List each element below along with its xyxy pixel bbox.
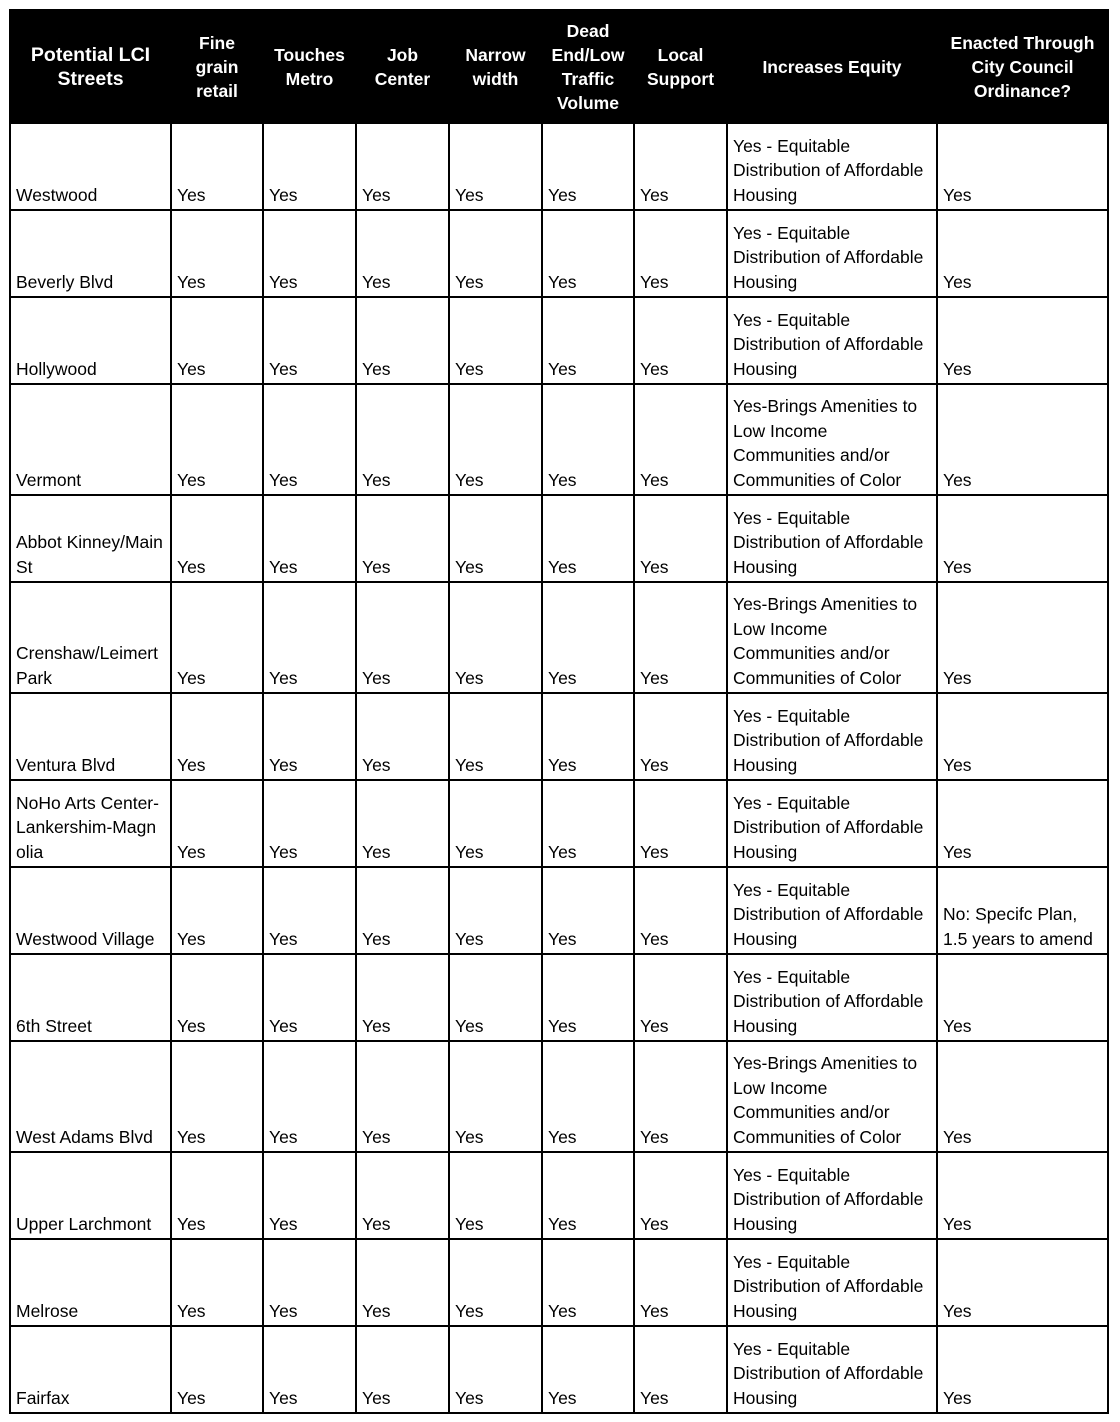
cell-increases-equity: Yes - Equitable Distribution of Affordable Housing — [727, 693, 937, 780]
cell-street: 6th Street — [10, 954, 171, 1041]
cell-fine-grain-retail: Yes — [171, 867, 263, 954]
cell-increases-equity: Yes - Equitable Distribution of Affordable Housing — [727, 1239, 937, 1326]
cell-job-center: Yes — [356, 867, 449, 954]
header-enacted-ordinance: Enacted Through City Council Ordinance? — [937, 10, 1108, 123]
cell-local-support: Yes — [634, 780, 727, 867]
cell-increases-equity: Yes - Equitable Distribution of Affordable Housing — [727, 297, 937, 384]
cell-fine-grain-retail: Yes — [171, 210, 263, 297]
cell-dead-end-low-traffic: Yes — [542, 867, 634, 954]
cell-narrow-width: Yes — [449, 582, 542, 693]
cell-touches-metro: Yes — [263, 693, 356, 780]
cell-street: Beverly Blvd — [10, 210, 171, 297]
table-row — [10, 582, 1108, 693]
cell-enacted-ordinance: Yes — [937, 1041, 1108, 1152]
table-row — [10, 210, 1108, 297]
cell-increases-equity: Yes - Equitable Distribution of Affordable Housing — [727, 210, 937, 297]
table-row — [10, 495, 1108, 582]
cell-fine-grain-retail: Yes — [171, 780, 263, 867]
cell-dead-end-low-traffic: Yes — [542, 1152, 634, 1239]
cell-enacted-ordinance: Yes — [937, 693, 1108, 780]
cell-local-support: Yes — [634, 384, 727, 495]
cell-touches-metro: Yes — [263, 123, 356, 210]
header-job-center: Job Center — [356, 10, 449, 123]
cell-narrow-width: Yes — [449, 297, 542, 384]
table-row — [10, 384, 1108, 495]
cell-dead-end-low-traffic: Yes — [542, 1239, 634, 1326]
cell-job-center: Yes — [356, 210, 449, 297]
cell-touches-metro: Yes — [263, 1041, 356, 1152]
cell-fine-grain-retail: Yes — [171, 1239, 263, 1326]
cell-enacted-ordinance: Yes — [937, 384, 1108, 495]
cell-street: Abbot Kinney/Main St — [10, 495, 171, 582]
cell-fine-grain-retail: Yes — [171, 384, 263, 495]
cell-job-center: Yes — [356, 954, 449, 1041]
header-local-support: Local Support — [634, 10, 727, 123]
table-row — [10, 780, 1108, 867]
cell-local-support: Yes — [634, 867, 727, 954]
cell-local-support: Yes — [634, 495, 727, 582]
lci-streets-table — [9, 9, 1109, 1414]
cell-enacted-ordinance: Yes — [937, 780, 1108, 867]
cell-street: Ventura Blvd — [10, 693, 171, 780]
cell-street: Crenshaw/Leimert Park — [10, 582, 171, 693]
cell-enacted-ordinance: Yes — [937, 210, 1108, 297]
cell-enacted-ordinance: Yes — [937, 1152, 1108, 1239]
table-row — [10, 1239, 1108, 1326]
cell-touches-metro: Yes — [263, 582, 356, 693]
cell-fine-grain-retail: Yes — [171, 297, 263, 384]
cell-narrow-width: Yes — [449, 1239, 542, 1326]
table-body — [10, 123, 1108, 1413]
cell-street: Vermont — [10, 384, 171, 495]
cell-fine-grain-retail: Yes — [171, 693, 263, 780]
cell-enacted-ordinance: Yes — [937, 495, 1108, 582]
cell-local-support: Yes — [634, 582, 727, 693]
cell-increases-equity: Yes - Equitable Distribution of Affordable Housing — [727, 867, 937, 954]
cell-street: Upper Larchmont — [10, 1152, 171, 1239]
cell-narrow-width: Yes — [449, 693, 542, 780]
cell-narrow-width: Yes — [449, 210, 542, 297]
cell-local-support: Yes — [634, 1041, 727, 1152]
cell-job-center: Yes — [356, 1239, 449, 1326]
cell-touches-metro: Yes — [263, 1152, 356, 1239]
cell-touches-metro: Yes — [263, 954, 356, 1041]
cell-increases-equity: Yes - Equitable Distribution of Affordable Housing — [727, 1152, 937, 1239]
cell-street: Hollywood — [10, 297, 171, 384]
table-row — [10, 954, 1108, 1041]
cell-job-center: Yes — [356, 123, 449, 210]
cell-increases-equity: Yes - Equitable Distribution of Affordable Housing — [727, 1326, 937, 1413]
header-narrow-width: Narrow width — [449, 10, 542, 123]
cell-dead-end-low-traffic: Yes — [542, 495, 634, 582]
cell-dead-end-low-traffic: Yes — [542, 210, 634, 297]
cell-dead-end-low-traffic: Yes — [542, 954, 634, 1041]
cell-fine-grain-retail: Yes — [171, 495, 263, 582]
cell-enacted-ordinance: Yes — [937, 297, 1108, 384]
cell-enacted-ordinance: Yes — [937, 123, 1108, 210]
cell-street: NoHo Arts Center-Lankershim-Magnolia — [10, 780, 171, 867]
table-row — [10, 297, 1108, 384]
cell-narrow-width: Yes — [449, 384, 542, 495]
cell-job-center: Yes — [356, 582, 449, 693]
cell-dead-end-low-traffic: Yes — [542, 1041, 634, 1152]
header-increases-equity: Increases Equity — [727, 10, 937, 123]
cell-narrow-width: Yes — [449, 1152, 542, 1239]
cell-job-center: Yes — [356, 297, 449, 384]
cell-job-center: Yes — [356, 1152, 449, 1239]
header-potential-lci-streets: Potential LCI Streets — [10, 10, 171, 123]
cell-local-support: Yes — [634, 210, 727, 297]
header-row — [10, 10, 1108, 123]
cell-job-center: Yes — [356, 780, 449, 867]
cell-increases-equity: Yes - Equitable Distribution of Affordable Housing — [727, 495, 937, 582]
cell-increases-equity: Yes-Brings Amenities to Low Income Communities and/or Communities of Color — [727, 1041, 937, 1152]
cell-local-support: Yes — [634, 1326, 727, 1413]
cell-street: West Adams Blvd — [10, 1041, 171, 1152]
cell-fine-grain-retail: Yes — [171, 1041, 263, 1152]
cell-job-center: Yes — [356, 693, 449, 780]
header-fine-grain-retail: Fine grain retail — [171, 10, 263, 123]
table-row — [10, 867, 1108, 954]
header-dead-end-low-traffic: Dead End/Low Traffic Volume — [542, 10, 634, 123]
cell-dead-end-low-traffic: Yes — [542, 123, 634, 210]
cell-touches-metro: Yes — [263, 384, 356, 495]
cell-touches-metro: Yes — [263, 495, 356, 582]
cell-job-center: Yes — [356, 495, 449, 582]
cell-dead-end-low-traffic: Yes — [542, 297, 634, 384]
cell-street: Westwood Village — [10, 867, 171, 954]
cell-increases-equity: Yes-Brings Amenities to Low Income Communities and/or Communities of Color — [727, 384, 937, 495]
cell-dead-end-low-traffic: Yes — [542, 384, 634, 495]
cell-narrow-width: Yes — [449, 1326, 542, 1413]
cell-fine-grain-retail: Yes — [171, 582, 263, 693]
cell-narrow-width: Yes — [449, 954, 542, 1041]
cell-narrow-width: Yes — [449, 780, 542, 867]
cell-touches-metro: Yes — [263, 780, 356, 867]
cell-local-support: Yes — [634, 954, 727, 1041]
cell-touches-metro: Yes — [263, 1326, 356, 1413]
cell-local-support: Yes — [634, 297, 727, 384]
table-header — [10, 10, 1108, 123]
cell-enacted-ordinance: Yes — [937, 1239, 1108, 1326]
cell-fine-grain-retail: Yes — [171, 1326, 263, 1413]
table-row — [10, 1041, 1108, 1152]
cell-local-support: Yes — [634, 123, 727, 210]
cell-fine-grain-retail: Yes — [171, 954, 263, 1041]
cell-touches-metro: Yes — [263, 1239, 356, 1326]
cell-job-center: Yes — [356, 1326, 449, 1413]
cell-touches-metro: Yes — [263, 297, 356, 384]
cell-increases-equity: Yes - Equitable Distribution of Affordable Housing — [727, 780, 937, 867]
cell-enacted-ordinance: No: Specifc Plan, 1.5 years to amend — [937, 867, 1108, 954]
cell-dead-end-low-traffic: Yes — [542, 780, 634, 867]
cell-local-support: Yes — [634, 693, 727, 780]
table-row — [10, 1326, 1108, 1413]
cell-increases-equity: Yes - Equitable Distribution of Affordable Housing — [727, 123, 937, 210]
cell-fine-grain-retail: Yes — [171, 123, 263, 210]
cell-narrow-width: Yes — [449, 1041, 542, 1152]
cell-street: Fairfax — [10, 1326, 171, 1413]
cell-dead-end-low-traffic: Yes — [542, 693, 634, 780]
lci-streets-table-wrapper — [9, 9, 1109, 1414]
cell-street: Melrose — [10, 1239, 171, 1326]
cell-increases-equity: Yes-Brings Amenities to Low Income Communities and/or Communities of Color — [727, 582, 937, 693]
cell-dead-end-low-traffic: Yes — [542, 1326, 634, 1413]
cell-job-center: Yes — [356, 384, 449, 495]
header-touches-metro: Touches Metro — [263, 10, 356, 123]
cell-job-center: Yes — [356, 1041, 449, 1152]
cell-enacted-ordinance: Yes — [937, 954, 1108, 1041]
cell-enacted-ordinance: Yes — [937, 582, 1108, 693]
cell-enacted-ordinance: Yes — [937, 1326, 1108, 1413]
cell-touches-metro: Yes — [263, 867, 356, 954]
cell-fine-grain-retail: Yes — [171, 1152, 263, 1239]
cell-local-support: Yes — [634, 1152, 727, 1239]
table-row — [10, 123, 1108, 210]
cell-touches-metro: Yes — [263, 210, 356, 297]
cell-dead-end-low-traffic: Yes — [542, 582, 634, 693]
cell-narrow-width: Yes — [449, 123, 542, 210]
table-row — [10, 693, 1108, 780]
table-row — [10, 1152, 1108, 1239]
cell-local-support: Yes — [634, 1239, 727, 1326]
cell-narrow-width: Yes — [449, 867, 542, 954]
cell-narrow-width: Yes — [449, 495, 542, 582]
cell-street: Westwood — [10, 123, 171, 210]
cell-increases-equity: Yes - Equitable Distribution of Affordable Housing — [727, 954, 937, 1041]
